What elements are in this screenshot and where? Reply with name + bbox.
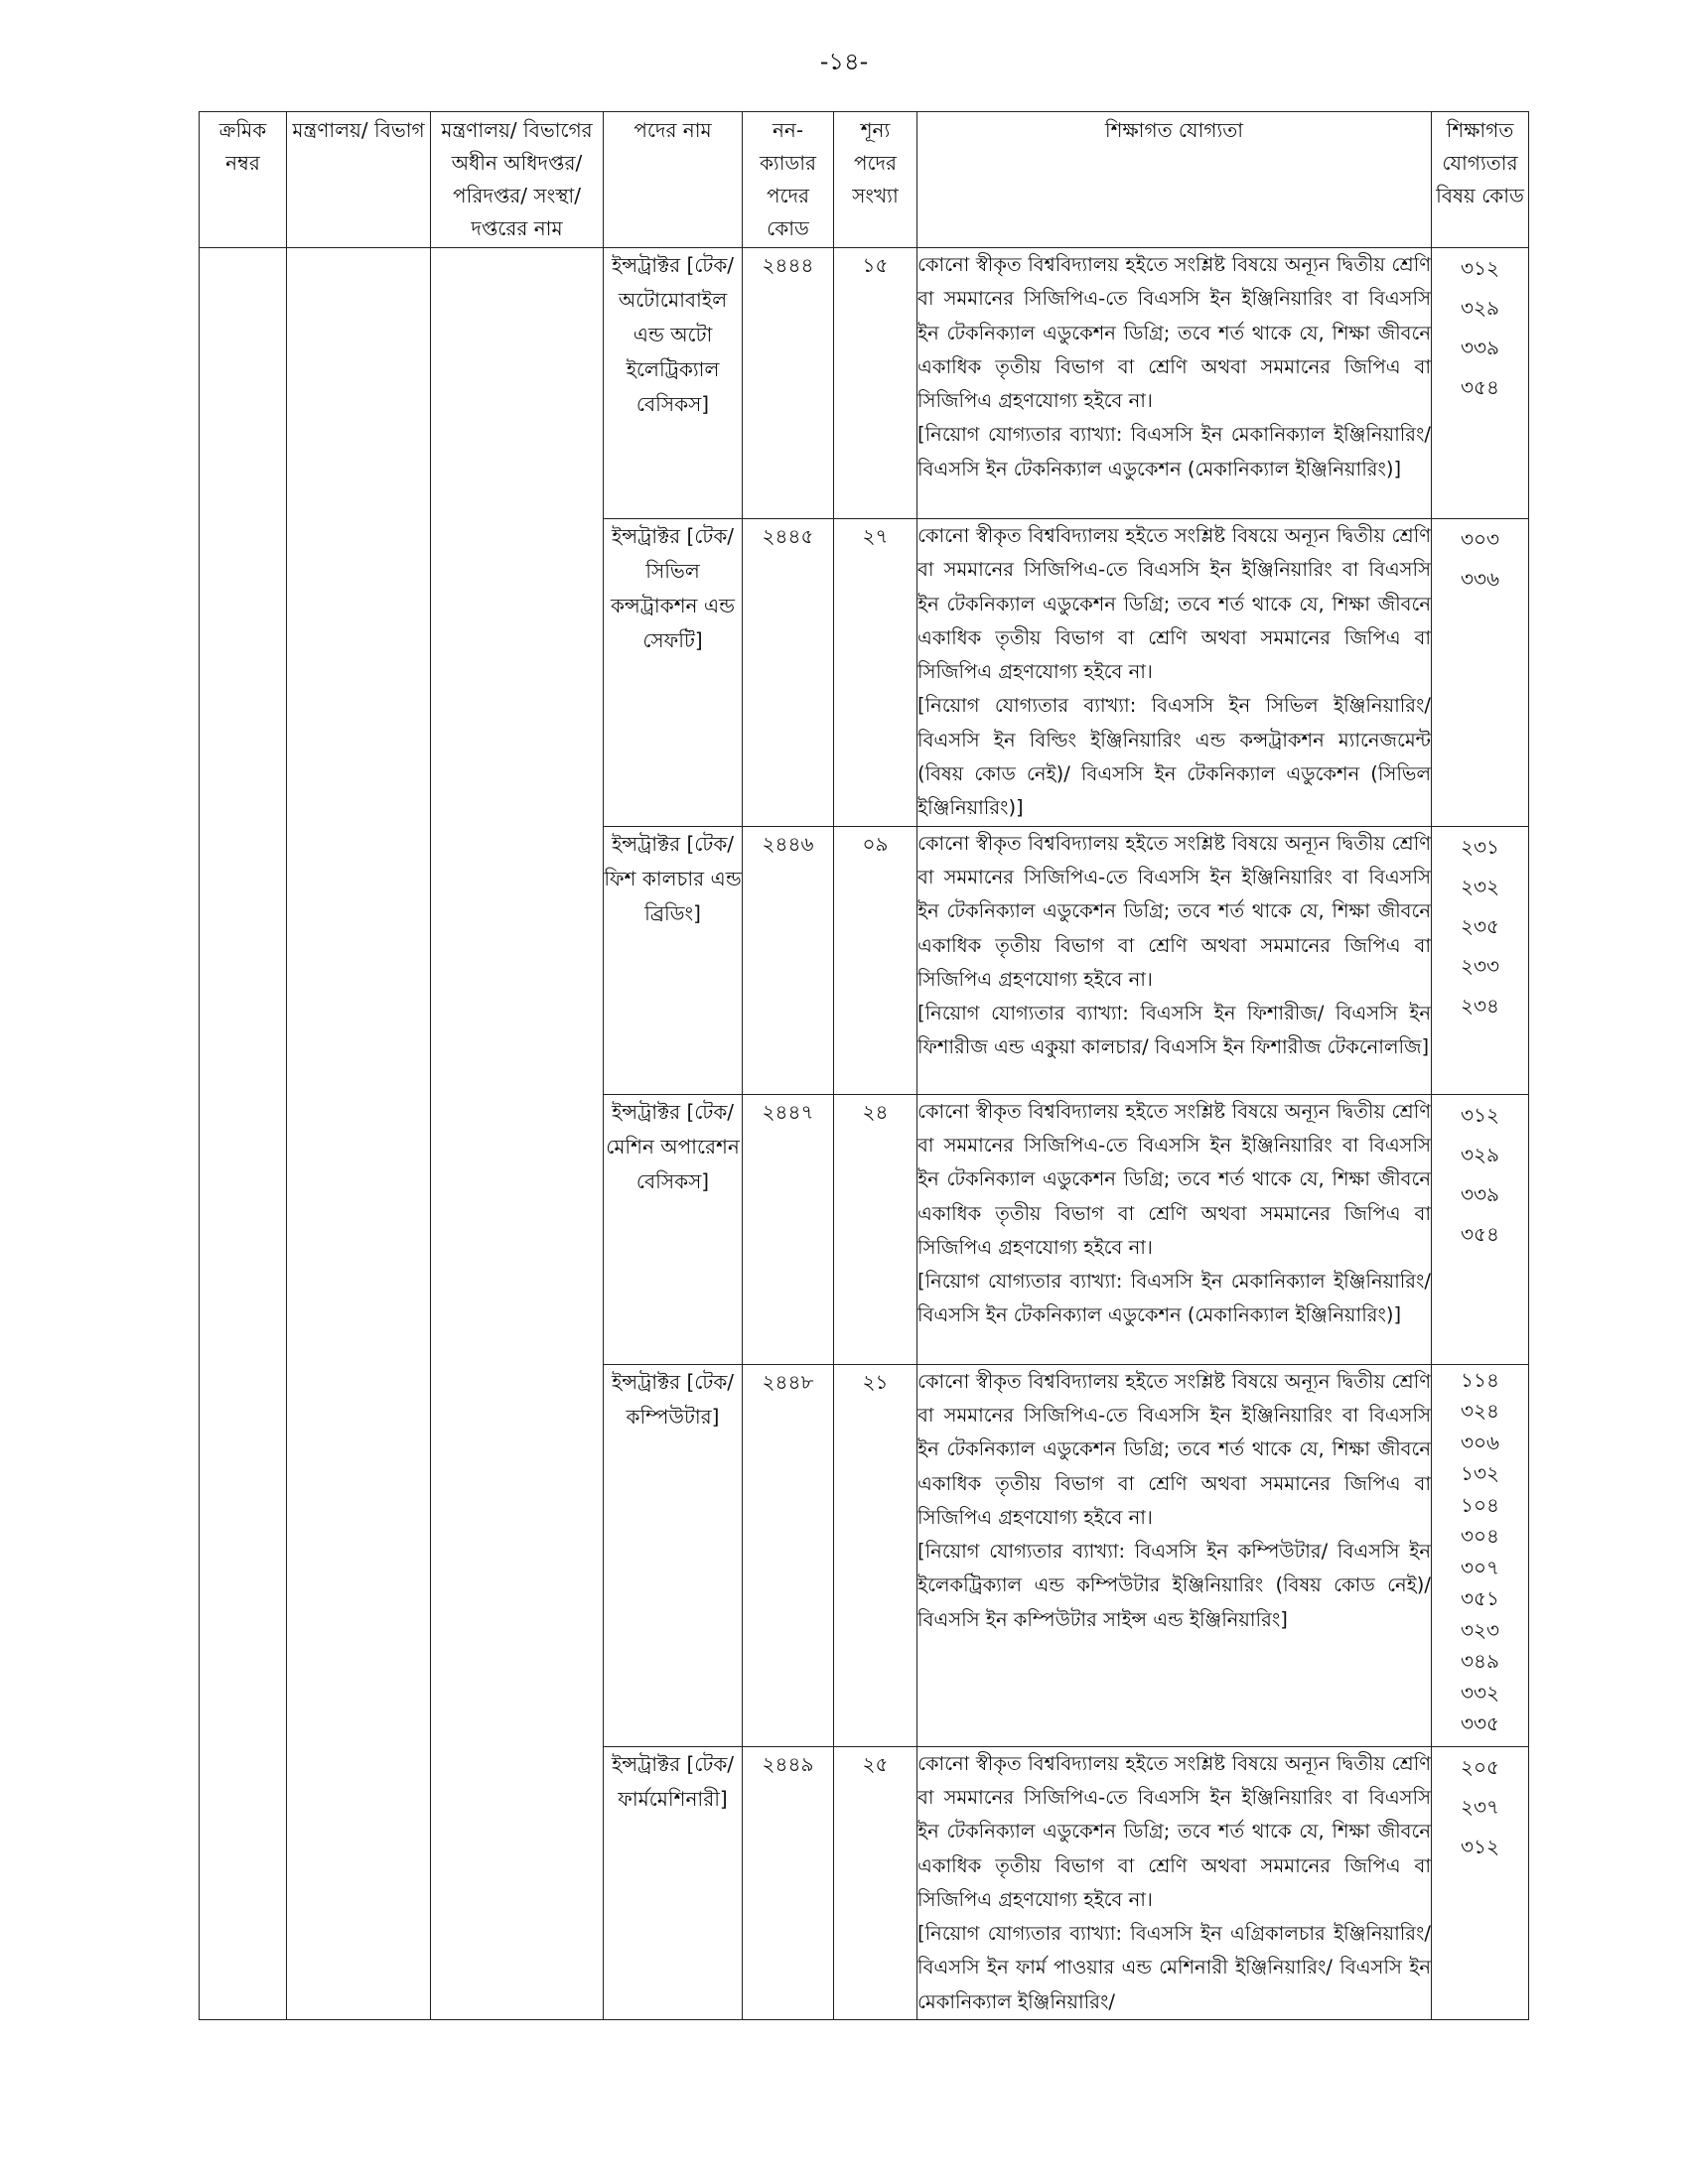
header-qualification: শিক্ষাগত যোগ্যতা xyxy=(917,112,1432,248)
vacancy-count: ২৫ xyxy=(834,1746,917,2019)
subject-code: ৩২৯ xyxy=(1461,1142,1499,1166)
subject-code: ২৩১ xyxy=(1461,834,1499,859)
header-row xyxy=(200,112,1529,248)
post-name: ইন্সট্রাক্টর [টেক/মেশিন অপারেশন বেসিকস] xyxy=(604,1094,743,1364)
qualification-text: কোনো স্বীকৃত বিশ্ববিদ্যালয় হইতে সংশ্লিষ্ট বিষয়ে অন্যূন দ্বিতীয় শ্রেণি বা সমমানের সিজিপিএ-তে বিএসসি ইন ইঞ্জিনিয়ারিং বা বিএসসি ইন টেকনিক্যাল এডুকেশন ডিগ্রি; তবে শর্ত থাকে যে, শিক্ষা জীবনে একাধিক তৃতীয় বিভাগ বা শ্রেণি অথবা সমমানের জিপিএ বা সিজিপিএ গ্রহণযোগ্য হইবে না। xyxy=(917,1751,1431,1911)
header-office: মন্ত্রণালয়/ বিভাগের অধীন অধিদপ্তর/ পরিদপ্তর/ সংস্থা/ দপ্তরের নাম xyxy=(431,112,604,248)
post-code: ২৪৪৬ xyxy=(743,826,834,1094)
office-cell xyxy=(431,248,604,2020)
post-code: ২৪৪৪ xyxy=(743,248,834,519)
subject-code: ২৩৪ xyxy=(1461,993,1499,1018)
subject-code: ২৩৫ xyxy=(1461,913,1499,938)
vacancy-count: ০৯ xyxy=(834,826,917,1094)
post-name: ইন্সট্রাক্টর [টেক/ সিভিল কন্সট্রাকশন এন্ড সেফটি] xyxy=(604,519,743,827)
qualification-explanation: [নিয়োগ যোগ্যতার ব্যাখ্যা: বিএসসি ইন ফিশারীজ/ বিএসসি ইন ফিশারীজ এন্ড একুয়া কালচার/ বিএসসি ইন ফিশারীজ টেকনোলজি] xyxy=(917,1002,1431,1059)
qualification-cell xyxy=(917,248,1432,519)
post-code: ২৪৪৫ xyxy=(743,519,834,827)
qualification-cell xyxy=(917,1746,1432,2019)
subject-code: ৩৩৬ xyxy=(1460,567,1499,591)
subject-code: ৩৩৯ xyxy=(1461,336,1499,359)
table-row xyxy=(200,248,1529,519)
subject-codes xyxy=(1432,519,1529,827)
qualification-cell xyxy=(917,1364,1432,1746)
subject-code: ৩০৭ xyxy=(1460,1555,1499,1579)
qualification-cell xyxy=(917,519,1432,827)
header-ministry: মন্ত্রণালয়/ বিভাগ xyxy=(287,112,431,248)
qualification-explanation: [নিয়োগ যোগ্যতার ব্যাখ্যা: বিএসসি ইন মেকানিক্যাল ইঞ্জিনিয়ারিং/ বিএসসি ইন টেকনিক্যাল এডুকেশন (মেকানিক্যাল ইঞ্জিনিয়ারিং)] xyxy=(917,423,1431,480)
qualification-explanation: [নিয়োগ যোগ্যতার ব্যাখ্যা: বিএসসি ইন কম্পিউটার/ বিএসসি ইন ইলেকট্রিক্যাল এন্ড কম্পিউটার ইঞ্জিনিয়ারিং (বিষয় কোড নেই)/ বিএসসি ইন কম্পিউটার সাইন্স এন্ড ইঞ্জিনিয়ারিং] xyxy=(917,1540,1431,1631)
subject-code: ৩১২ xyxy=(1461,1102,1499,1127)
subject-code: ৩২৯ xyxy=(1461,296,1499,320)
subject-code: ৩২৪ xyxy=(1461,1399,1499,1424)
subject-codes xyxy=(1432,248,1529,519)
serial-cell xyxy=(200,248,287,2020)
qualification-explanation: [নিয়োগ যোগ্যতার ব্যাখ্যা: বিএসসি ইন সিভিল ইঞ্জিনিয়ারিং/ বিএসসি ইন বিল্ডিং ইঞ্জিনিয়ারিং এন্ড কন্সট্রাকশন ম্যানেজমেন্ট (বিষয় কোড নেই)/ বিএসসি ইন টেকনিক্যাল এডুকেশন (সিভিল ইঞ্জিনিয়ারিং)] xyxy=(917,694,1431,820)
header-subject-code: শিক্ষাগত যোগ্যতার বিষয় কোড xyxy=(1432,112,1529,248)
qualification-text: কোনো স্বীকৃত বিশ্ববিদ্যালয় হইতে সংশ্লিষ্ট বিষয়ে অন্যূন দ্বিতীয় শ্রেণি বা সমমানের সিজিপিএ-তে বিএসসি ইন ইঞ্জিনিয়ারিং বা বিএসসি ইন টেকনিক্যাল এডুকেশন ডিগ্রি; তবে শর্ত থাকে যে, শিক্ষা জীবনে একাধিক তৃতীয় বিভাগ বা শ্রেণি অথবা সমমানের জিপিএ বা সিজিপিএ গ্রহণযোগ্য হইবে না। xyxy=(917,524,1431,684)
subject-code: ৩৩২ xyxy=(1460,1680,1499,1705)
qualification-text: কোনো স্বীকৃত বিশ্ববিদ্যালয় হইতে সংশ্লিষ্ট বিষয়ে অন্যূন দ্বিতীয় শ্রেণি বা সমমানের সিজিপিএ-তে বিএসসি ইন ইঞ্জিনিয়ারিং বা বিএসসি ইন টেকনিক্যাল এডুকেশন ডিগ্রি; তবে শর্ত থাকে যে, শিক্ষা জীবনে একাধিক তৃতীয় বিভাগ বা শ্রেণি অথবা সমমানের জিপিএ বা সিজিপিএ গ্রহণযোগ্য হইবে না। xyxy=(917,831,1431,991)
subject-codes xyxy=(1432,1746,1529,2019)
header-vacancies: শূন্য পদের সংখ্যা xyxy=(834,112,917,248)
post-name: ইন্সট্রাক্টর [টেক/ অটোমোবাইল এন্ড অটো ইলেট্রিক্যাল বেসিকস] xyxy=(604,248,743,519)
qualification-text: কোনো স্বীকৃত বিশ্ববিদ্যালয় হইতে সংশ্লিষ্ট বিষয়ে অন্যূন দ্বিতীয় শ্রেণি বা সমমানের সিজিপিএ-তে বিএসসি ইন ইঞ্জিনিয়ারিং বা বিএসসি ইন টেকনিক্যাল এডুকেশন ডিগ্রি; তবে শর্ত থাকে যে, শিক্ষা জীবনে একাধিক তৃতীয় বিভাগ বা শ্রেণি অথবা সমমানের জিপিএ বা সিজিপিএ গ্রহণযোগ্য হইবে না। xyxy=(917,1099,1431,1259)
subject-code: ৩১২ xyxy=(1461,1834,1499,1858)
qualification-explanation: [নিয়োগ যোগ্যতার ব্যাখ্যা: বিএসসি ইন মেকানিক্যাল ইঞ্জিনিয়ারিং/ বিএসসি ইন টেকনিক্যাল এডুকেশন (মেকানিক্যাল ইঞ্জিনিয়ারিং)] xyxy=(917,1270,1431,1327)
qualification-cell xyxy=(917,826,1432,1094)
vacancy-count: ১৫ xyxy=(834,248,917,519)
subject-codes xyxy=(1432,826,1529,1094)
vacancy-count: ২৪ xyxy=(834,1094,917,1364)
vacancy-count: ২৭ xyxy=(834,519,917,827)
post-name: ইন্সট্রাক্টর [টেক/ ফিশ কালচার এন্ড ব্রিডিং] xyxy=(604,826,743,1094)
subject-code: ৩৫৪ xyxy=(1461,375,1499,399)
subject-codes xyxy=(1432,1364,1529,1746)
qualification-explanation: [নিয়োগ যোগ্যতার ব্যাখ্যা: বিএসসি ইন এগ্রিকালচার ইঞ্জিনিয়ারিং/ বিএসসি ইন ফার্ম পাওয়ার এন্ড মেশিনারী ইঞ্জিনিয়ারিং/ বিএসসি ইন মেকানিক্যাল ইঞ্জিনিয়ারিং/ xyxy=(917,1922,1431,2013)
subject-code: ৩১২ xyxy=(1461,256,1499,280)
header-post-name: পদের নাম xyxy=(604,112,743,248)
ministry-cell xyxy=(287,248,431,2020)
recruitment-table xyxy=(199,111,1529,2020)
subject-code: ৩২৩ xyxy=(1460,1617,1499,1642)
subject-code: ১৩২ xyxy=(1461,1461,1499,1486)
subject-code: ২০৫ xyxy=(1461,1754,1499,1779)
qualification-text: কোনো স্বীকৃত বিশ্ববিদ্যালয় হইতে সংশ্লিষ্ট বিষয়ে অন্যূন দ্বিতীয় শ্রেণি বা সমমানের সিজিপিএ-তে বিএসসি ইন ইঞ্জিনিয়ারিং বা বিএসসি ইন টেকনিক্যাল এডুকেশন ডিগ্রি; তবে শর্ত থাকে যে, শিক্ষা জীবনে একাধিক তৃতীয় বিভাগ বা শ্রেণি অথবা সমমানের জিপিএ বা সিজিপিএ গ্রহণযোগ্য হইবে না। xyxy=(917,1369,1431,1529)
post-code: ২৪৪৭ xyxy=(743,1094,834,1364)
subject-code: ৩৪৯ xyxy=(1461,1649,1499,1674)
qualification-text: কোনো স্বীকৃত বিশ্ববিদ্যালয় হইতে সংশ্লিষ্ট বিষয়ে অন্যূন দ্বিতীয় শ্রেণি বা সমমানের সিজিপিএ-তে বিএসসি ইন ইঞ্জিনিয়ারিং বা বিএসসি ইন টেকনিক্যাল এডুকেশন ডিগ্রি; তবে শর্ত থাকে যে, শিক্ষা জীবনে একাধিক তৃতীয় বিভাগ বা শ্রেণি অথবা সমমানের জিপিএ বা সিজিপিএ গ্রহণযোগ্য হইবে না। xyxy=(917,253,1431,413)
subject-code: ৩৫৪ xyxy=(1461,1221,1499,1246)
subject-code: ২৩২ xyxy=(1460,874,1499,898)
subject-code: ২৩৩ xyxy=(1460,953,1499,978)
subject-code: ৩০৩ xyxy=(1460,527,1499,551)
header-non-cadre-code: নন-ক্যাডার পদের কোড xyxy=(743,112,834,248)
subject-code: ১১৪ xyxy=(1461,1367,1499,1392)
subject-code: ২৩৭ xyxy=(1460,1794,1499,1819)
post-code: ২৪৪৯ xyxy=(743,1746,834,2019)
qualification-cell xyxy=(917,1094,1432,1364)
vacancy-count: ২১ xyxy=(834,1364,917,1746)
subject-code: ৩০৬ xyxy=(1460,1430,1499,1454)
post-name: ইন্সট্রাক্টর [টেক/ কম্পিউটার] xyxy=(604,1364,743,1746)
subject-code: ৩৩৯ xyxy=(1461,1181,1499,1206)
page-number: -১৪- xyxy=(819,48,869,75)
subject-codes xyxy=(1432,1094,1529,1364)
subject-code: ৩৫১ xyxy=(1461,1586,1499,1611)
post-code: ২৪৪৮ xyxy=(743,1364,834,1746)
subject-code: ১০৪ xyxy=(1461,1492,1499,1517)
subject-code: ৩০৪ xyxy=(1461,1524,1499,1549)
header-serial: ক্রমিক নম্বর xyxy=(200,112,287,248)
subject-code: ৩৩৫ xyxy=(1461,1711,1499,1736)
post-name: ইন্সট্রাক্টর [টেক/ ফার্মমেশিনারী] xyxy=(604,1746,743,2019)
